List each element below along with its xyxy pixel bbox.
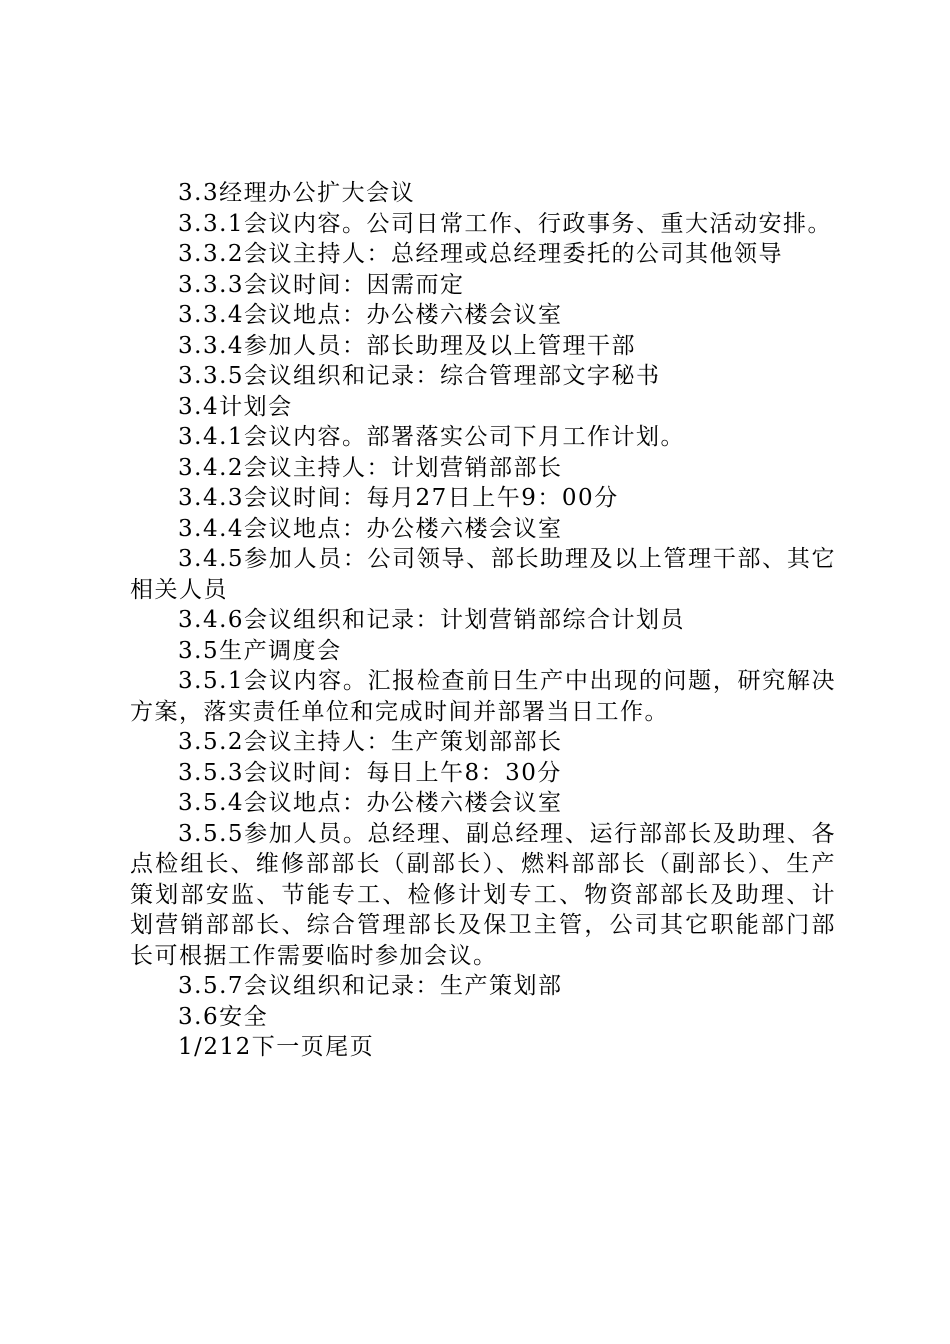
paragraph-3-3-4-location: 3.3.4会议地点：办公楼六楼会议室 (178, 302, 563, 328)
paragraph-3-3-3: 3.3.3会议时间：因需而定 (178, 271, 465, 298)
paragraph-3-5-5: 3.5.5参加人员。总经理、副总经理、运行部部长及助理、各点检组长、维修部部长（副部长）、燃料部部长（副部长）、生产策划部安监、节能专工、检修计划专工、物资部部长及助理、计划营销部部长、综合管理部长及保卫主管，公司其它职能部门部长可根据工作需要临时参加会议。 (130, 820, 836, 969)
paragraph-3-4-2: 3.4.2会议主持人：计划营销部部长 (178, 454, 563, 481)
section-heading-3-6: 3.6安全 (178, 1003, 269, 1030)
paragraph-3-4-1: 3.4.1会议内容。部署落实公司下月工作计划。 (178, 424, 686, 450)
paragraph-3-3-5: 3.3.5会议组织和记录：综合管理部文字秘书 (178, 363, 661, 389)
paragraph-3-3-4-attendees: 3.3.4参加人员：部长助理及以上管理干部 (178, 332, 637, 359)
section-heading-3-3: 3.3经理办公扩大会议 (178, 180, 416, 206)
paragraph-3-4-6: 3.4.6会议组织和记录：计划营销部综合计划员 (178, 607, 686, 633)
paragraph-3-5-3: 3.5.3会议时间：每日上午8：30分 (178, 759, 562, 786)
section-heading-3-4: 3.4计划会 (178, 393, 293, 420)
paragraph-3-3-1: 3.3.1会议内容。公司日常工作、行政事务、重大活动安排。 (178, 210, 833, 237)
paragraph-3-4-3: 3.4.3会议时间：每月27日上午9：00分 (178, 485, 619, 511)
document-body (130, 178, 836, 1063)
paragraph-3-5-4: 3.5.4会议地点：办公楼六楼会议室 (178, 790, 563, 816)
paragraph-3-5-2: 3.5.2会议主持人：生产策划部部长 (178, 729, 563, 755)
section-heading-3-5: 3.5生产调度会 (178, 637, 342, 664)
paragraph-3-3-2: 3.3.2会议主持人：总经理或总经理委托的公司其他领导 (178, 241, 784, 267)
paragraph-3-5-7: 3.5.7会议组织和记录：生产策划部 (178, 973, 563, 999)
paragraph-3-4-4: 3.4.4会议地点：办公楼六楼会议室 (178, 515, 563, 542)
paragraph-3-4-5: 3.4.5参加人员：公司领导、部长助理及以上管理干部、其它相关人员 (130, 546, 836, 603)
pagination-text[interactable]: 1/212下一页尾页 (178, 1034, 375, 1060)
paragraph-3-5-1: 3.5.1会议内容。汇报检查前日生产中出现的问题，研究解决方案，落实责任单位和完成时间并部署当日工作。 (130, 668, 836, 725)
